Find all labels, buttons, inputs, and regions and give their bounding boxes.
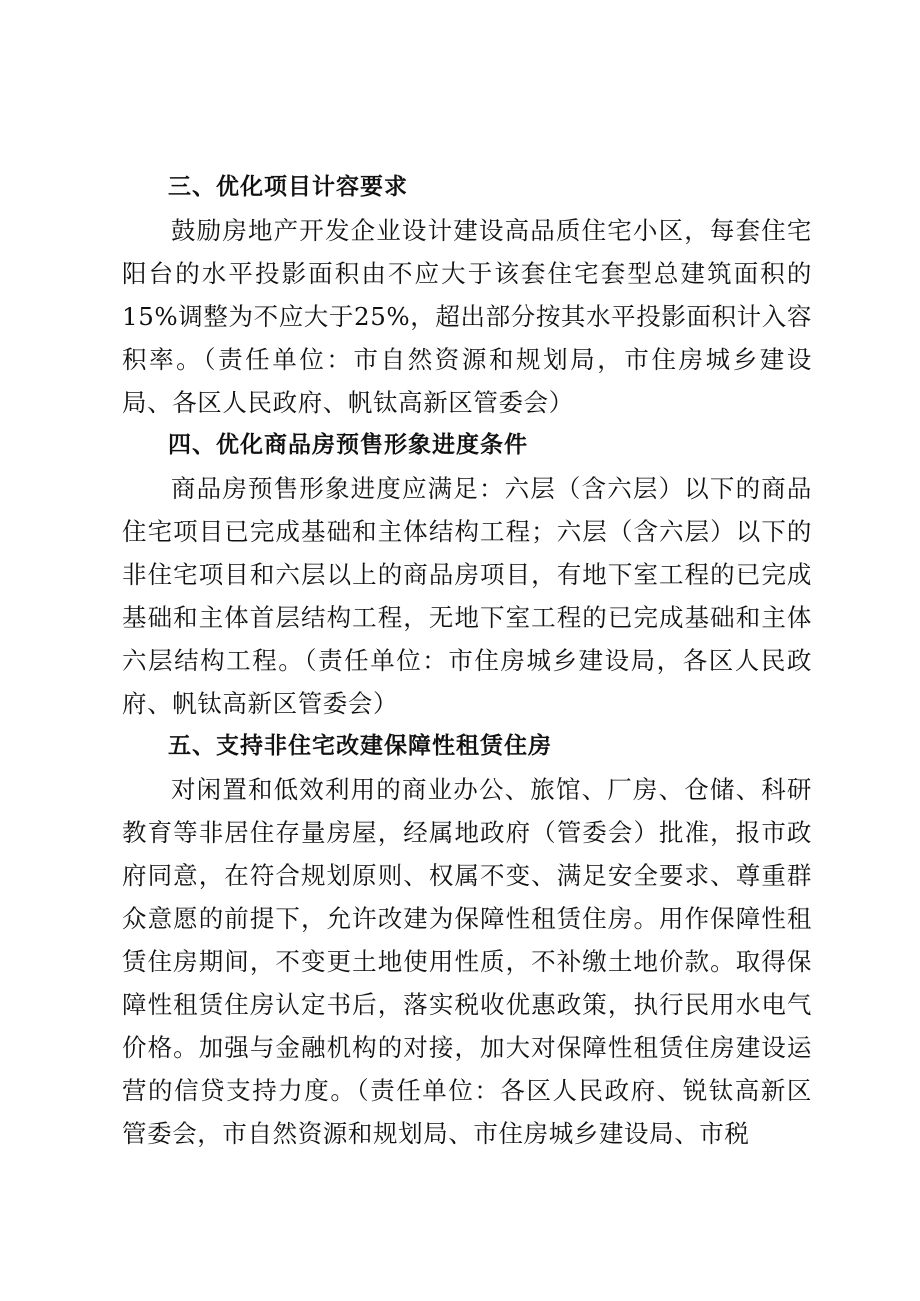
section-heading-5: 五、支持非住宅改建保障性租赁住房 bbox=[168, 733, 552, 759]
section-heading-4: 四、优化商品房预售形象进度条件 bbox=[168, 432, 528, 458]
document-body bbox=[122, 166, 812, 1155]
section-heading-3: 三、优化项目计容要求 bbox=[168, 174, 408, 200]
section-paragraph-3: 鼓励房地产开发企业设计建设高品质住宅小区，每套住宅阳台的水平投影面积由不应大于该套住宅套型总建筑面积的15%调整为不应大于25%，超出部分按其水平投影面积计入容积率。（责任单位：市自然资源和规划局，市住房城乡建设局、各区人民政府、帆钛高新区管委会） bbox=[122, 216, 812, 417]
section-paragraph-5: 对闲置和低效利用的商业办公、旅馆、厂房、仓储、科研教育等非居住存量房屋，经属地政府（管委会）批准，报市政府同意，在符合规划原则、权属不变、满足安全要求、尊重群众意愿的前提下，允许改建为保障性租赁住房。用作保障性租赁住房期间，不变更土地使用性质，不补缴土地价款。取得保障性租赁住房认定书后，落实税收优惠政策，执行民用水电气价格。加强与金融机构的对接，加大对保障性租赁住房建设运营的信贷支持力度。（责任单位：各区人民政府、锐钛高新区管委会，市自然资源和规划局、市住房城乡建设局、市税 bbox=[122, 775, 812, 1148]
section-paragraph-4: 商品房预售形象进度应满足：六层（含六层）以下的商品住宅项目已完成基础和主体结构工程；六层（含六层）以下的非住宅项目和六层以上的商品房项目，有地下室工程的已完成基础和主体首层结构工程，无地下室工程的已完成基础和主体六层结构工程。（责任单位：市住房城乡建设局，各区人民政府、帆钛高新区管委会） bbox=[122, 474, 812, 718]
